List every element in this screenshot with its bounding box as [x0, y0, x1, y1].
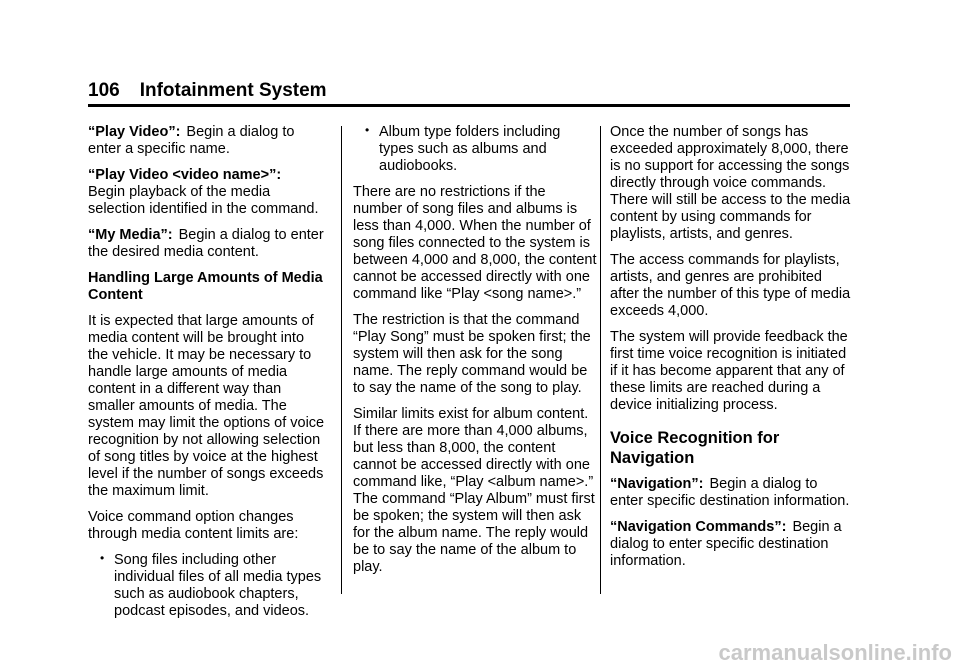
command-navigation — [610, 476, 852, 510]
section-title: Infotainment System — [139, 80, 327, 101]
command-label: “Play Video <video name>”: — [88, 167, 282, 183]
command-play-video — [88, 124, 328, 158]
bullet-icon: • — [365, 123, 370, 137]
command-label: “Navigation Commands”: — [610, 519, 787, 535]
command-label: “Play Video”: — [88, 124, 181, 140]
column-1 — [88, 124, 328, 629]
command-label: “Navigation”: — [610, 476, 704, 492]
column-divider-1 — [341, 126, 342, 594]
column-2 — [353, 124, 597, 585]
paragraph: Once the number of songs has exceeded approximately 8,000, there is no support for accessing the songs directly through voice commands. There will still be access to the media content by using commands for playlists, artists, and genres. — [610, 124, 851, 242]
list-item — [88, 552, 328, 620]
list-item-text: Album type folders including types such as albums and audiobooks. — [379, 124, 561, 174]
column-divider-2 — [600, 126, 601, 594]
paragraph: The restriction is that the command “Play Song” must be spoken first; the system will then ask for the song name. The reply command would be to say the name of the song to play. — [353, 312, 591, 396]
paragraph: The system will provide feedback the first time voice recognition is initiated if it has become apparent that any of these limits are reached during a device initializing process. — [610, 329, 848, 413]
command-description: Begin a dialog to enter specific destination information. — [610, 519, 842, 569]
command-description: Begin a dialog to enter a specific name. — [88, 124, 295, 157]
page-number: 106 — [88, 80, 120, 101]
paragraph: There are no restrictions if the number of song files and albums is less than 4,000. When the number of song files connected to the system is between 4,000 and 8,000, the content cannot be accessed directly with one command like “Play <song name>.” — [353, 184, 597, 302]
paragraph: The access commands for playlists, artists, and genres are prohibited after the number of this type of media exceeds 4,000. — [610, 252, 851, 319]
column-3 — [610, 124, 852, 579]
list-item-text: Song files including other individual files of all media types such as audiobook chapters, podcast episodes, and videos. — [114, 552, 322, 619]
command-description: Begin a dialog to enter the desired media content. — [88, 227, 324, 260]
command-my-media — [88, 227, 328, 261]
paragraph: Voice command option changes through media content limits are: — [88, 509, 299, 542]
command-label: “My Media”: — [88, 227, 173, 243]
command-play-video-name — [88, 167, 328, 218]
section-heading-navigation: Voice Recognition for Navigation — [610, 429, 780, 467]
list-item — [353, 124, 597, 175]
watermark: carmanualsonline.info — [718, 640, 952, 665]
paragraph: Similar limits exist for album content. If there are more than 4,000 albums, but less than 8,000, the content cannot be accessed directly with one command like, “Play <album name>.” The command “Play Album” must first be spoken; the system will then ask for the album name. The reply would be to say the name of the album to play. — [353, 406, 595, 575]
page-header — [88, 80, 850, 107]
subheading-large-media: Handling Large Amounts of Media Content — [88, 270, 323, 303]
command-description: Begin a dialog to enter specific destination information. — [610, 476, 850, 509]
command-navigation-commands — [610, 519, 852, 570]
command-description: Begin playback of the media selection identified in the command. — [88, 184, 319, 217]
bullet-icon: • — [100, 551, 105, 565]
paragraph: It is expected that large amounts of media content will be brought into the vehicle. It may be necessary to handle large amounts of media content in a different way than smaller amounts of media. The system may limit the options of voice recognition by not allowing selection of song titles by voice at the highest level if the number of songs exceeds the maximum limit. — [88, 313, 325, 499]
